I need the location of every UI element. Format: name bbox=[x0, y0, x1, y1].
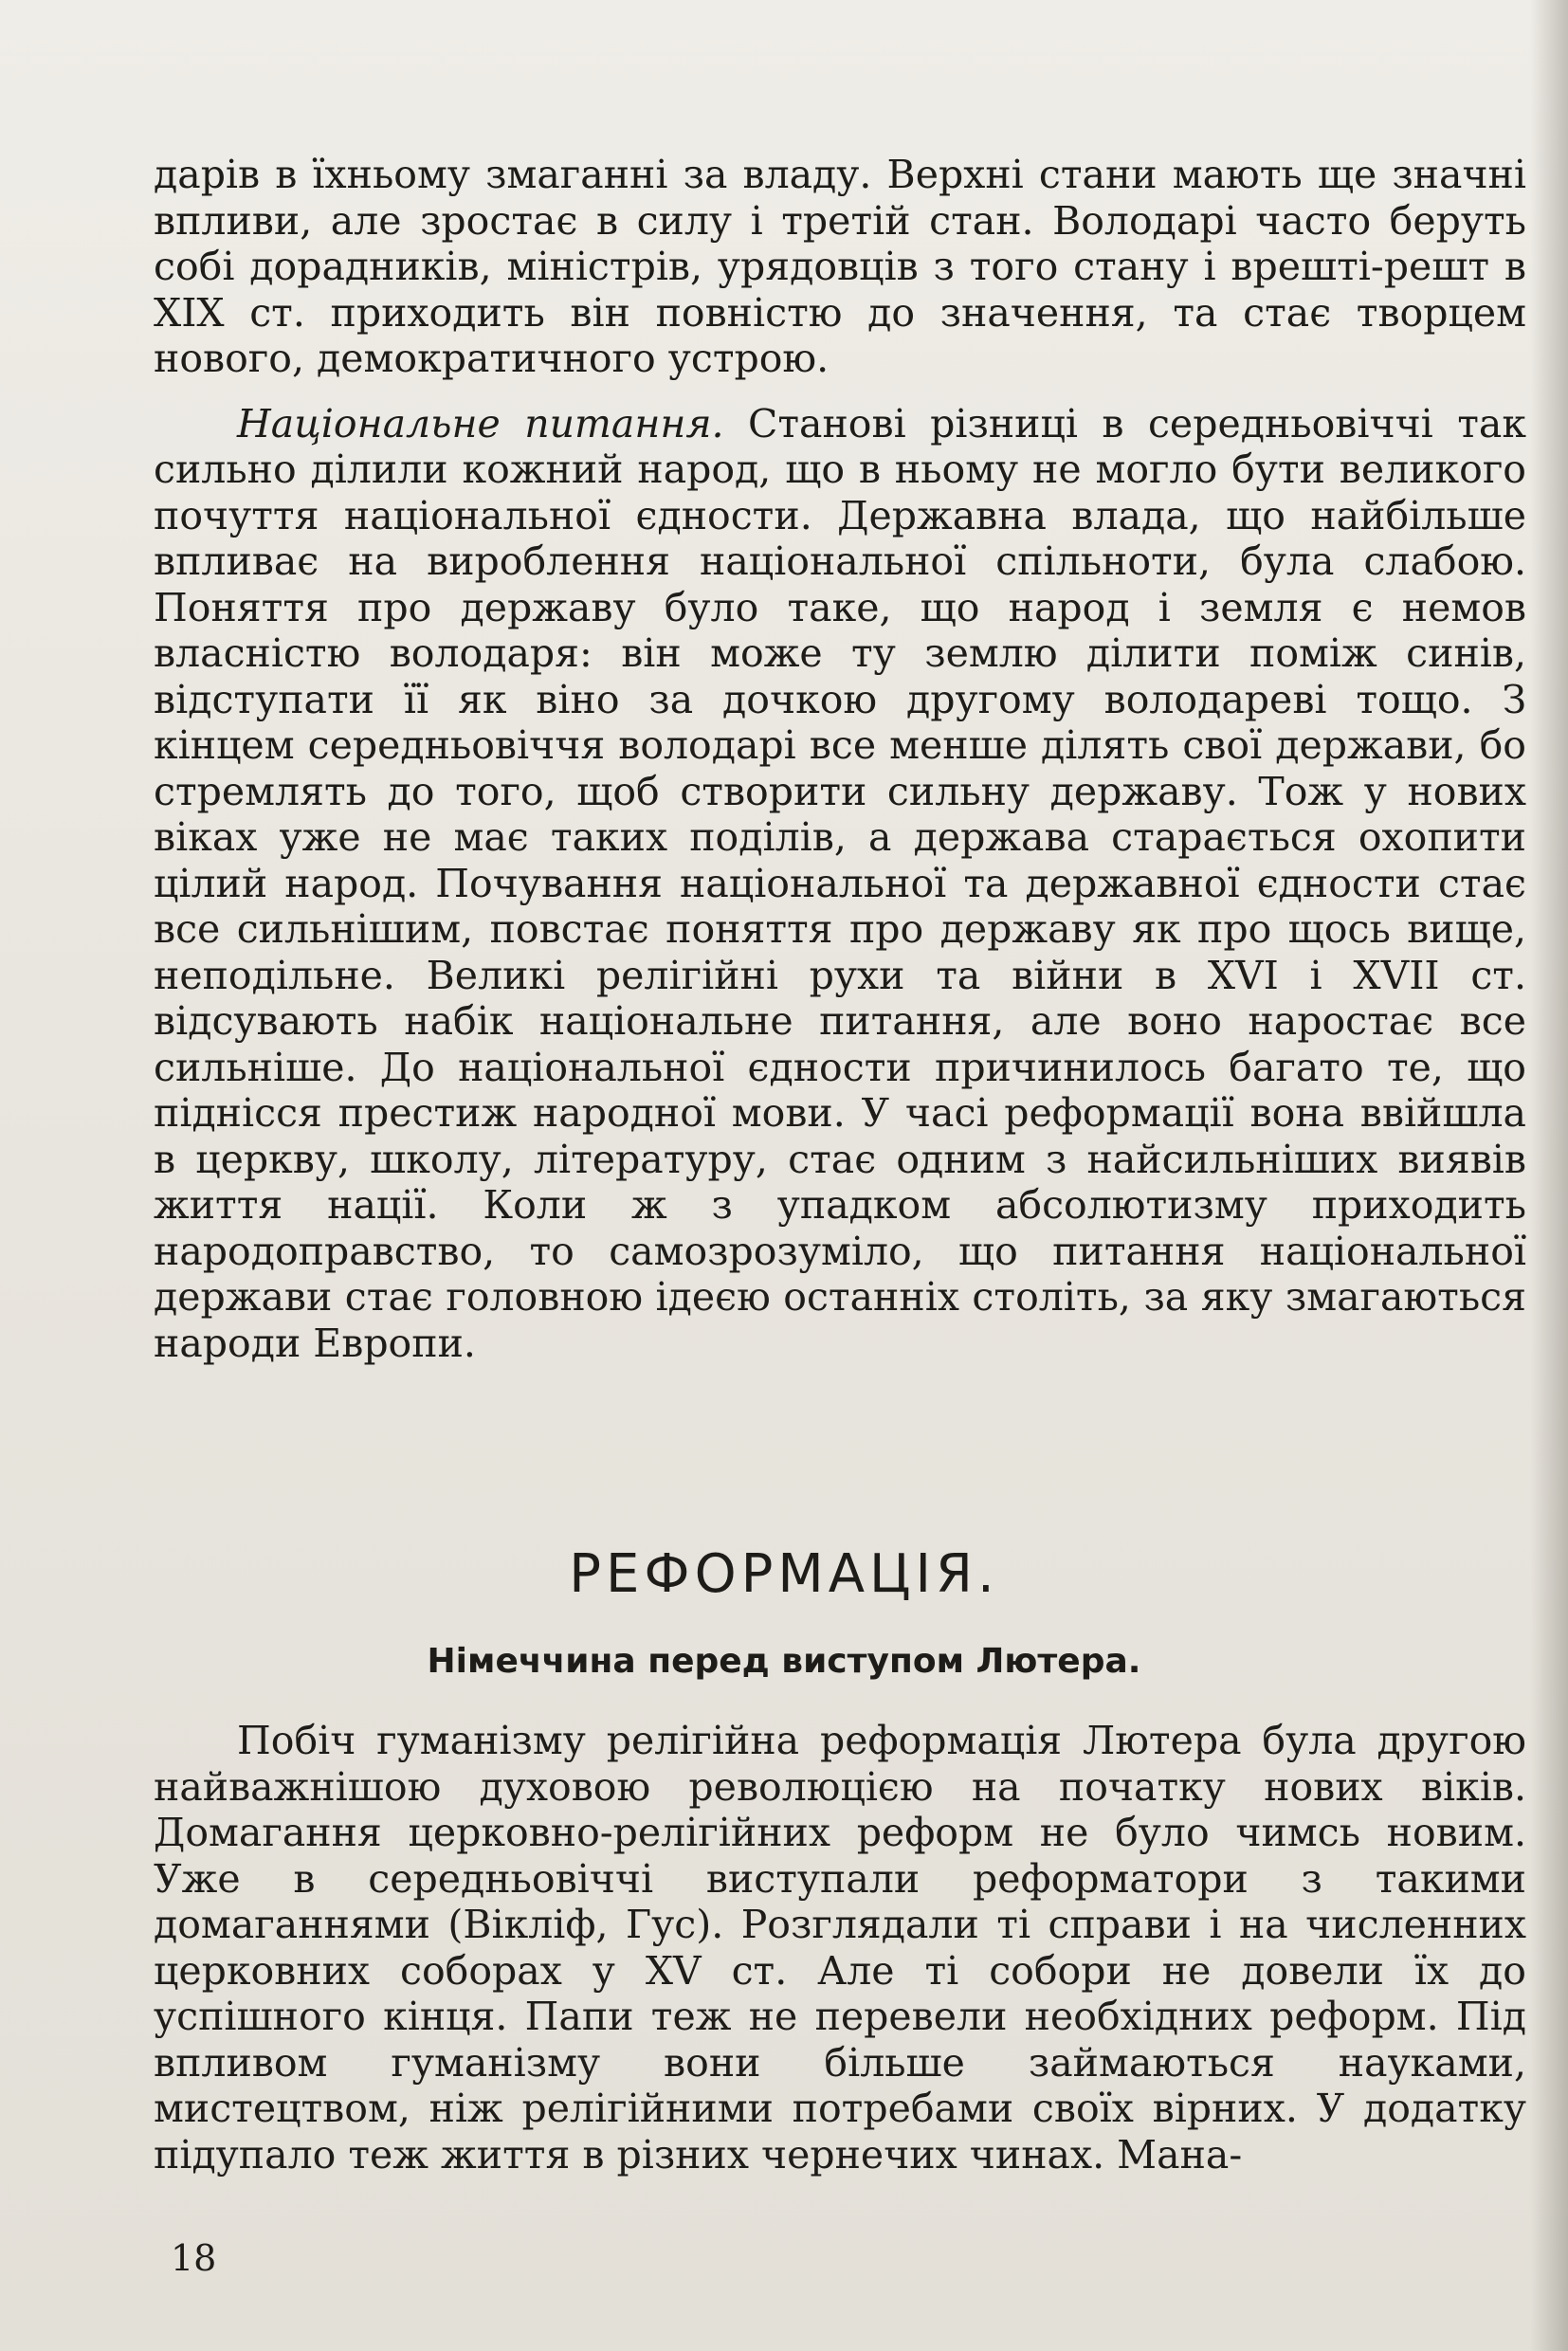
bottom-text-block bbox=[154, 1718, 1526, 2178]
national-question-text: Станові різниці в середньовіччі так сильно ділили кожний народ, що в ньому не могло бути великого почуття національної єдности. Державна влада, що найбільше впливає на вироблення національної спільноти, була слабою. Поняття про державу було таке, що народ і земля є немов власністю володаря: він може ту землю ділити поміж синів, відступати її як віно за дочкою другому володареві тощо. З кінцем середньовіччя володарі все менше ділять свої держави, бо стремлять до того, щоб створити сильну державу. Тож у нових віках уже не має таких поділів, а держава старається охопити цілий народ. Почування національної та державної єдности стає все сильнішим, повстає поняття про державу як про щось вище, неподільне. Великі релігійні рухи та війни в XVI і XVII ст. відсувають набік національне питання, але воно наростає все сильніше. До національної єдности причинилось багато те, що піднісся престиж народної мови. У часі реформації вона ввійшла в церкву, школу, літературу, стає одним з найсильніших виявів життя нації. Коли ж з упадком абсолютизму приходить народоправство, то самозрозуміло, що питання національної держави стає головною ідеєю останніх століть, за яку змагаються народи Европи. bbox=[154, 400, 1526, 1366]
top-text-block bbox=[154, 152, 1526, 1366]
national-question-paragraph bbox=[154, 401, 1526, 1367]
page-edge-shadow bbox=[1530, 0, 1568, 2351]
national-question-heading: Національне питання. bbox=[237, 400, 724, 447]
continuation-paragraph: дарів в їхньому змаганні за владу. Верхні стани мають ще значні впливи, але зростає в силу і третій стан. Володарі часто беруть собі дорадників, міністрів, урядовців з того стану і врешті-решт в XIX ст. приходить він повністю до значення, та стає творцем нового, демократичного устрою. bbox=[154, 152, 1526, 381]
subsection-title: Німеччина перед виступом Лютера. bbox=[427, 1642, 1141, 1681]
reformation-paragraph: Побіч гуманізму релігійна реформація Лютера була другою найважнішою духовою революцією на початку нових віків. Домагання церковно-релігійних реформ не було чимсь новим. Уже в середньовіччі виступали реформатори з такими домаганнями (Вікліф, Гус). Розглядали ті справи і на численних церковних соборах у XV ст. Але ті собори не довели їх до успішного кінця. Папи теж не перевели необхідних реформ. Під впливом гуманізму вони більше займаються науками, мистецтвом, ніж релігійними потребами своїх вірних. У додатку підупало теж життя в різних чернечих чинах. Мана- bbox=[154, 1718, 1526, 2178]
page-number: 18 bbox=[171, 2237, 217, 2279]
section-title: РЕФОРМАЦІЯ. bbox=[569, 1543, 999, 1605]
